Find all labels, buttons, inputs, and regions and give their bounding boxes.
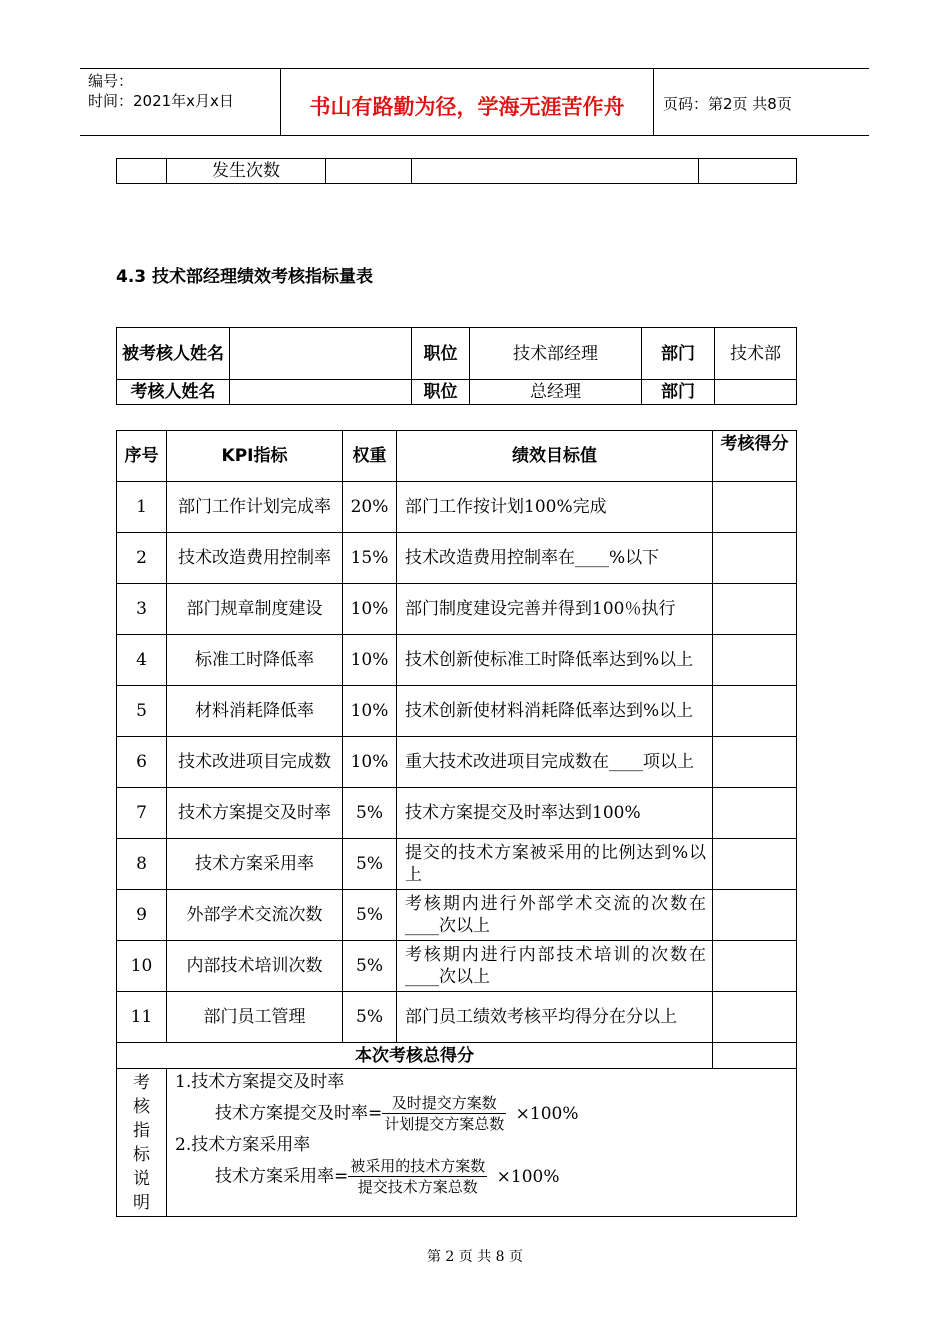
- assessor-dept-value: [715, 380, 797, 405]
- kpi-score: [713, 533, 797, 584]
- header-divider-right: [653, 69, 654, 135]
- kpi-row: [117, 584, 797, 635]
- assessee-position-value: 技术部经理: [470, 328, 642, 380]
- assessor-position-value: 总经理: [470, 380, 642, 405]
- kpi-name: 技术改造费用控制率: [167, 533, 343, 584]
- note2-numerator: 被采用的技术方案数: [350, 1157, 486, 1175]
- kpi-seq: 6: [117, 737, 167, 788]
- kpi-name: 材料消耗降低率: [167, 686, 343, 737]
- note2-multiplier: ×100%: [496, 1166, 560, 1187]
- note1-numerator: 及时提交方案数: [382, 1093, 506, 1114]
- notes-label-text: 考核指标说明: [133, 1072, 150, 1213]
- kpi-seq: 1: [117, 482, 167, 533]
- assessor-dept-label: 部门: [642, 380, 715, 405]
- kpi-score: [713, 890, 797, 941]
- assessee-name-value: [230, 328, 412, 380]
- header-code-label: 编号：: [88, 72, 134, 90]
- kpi-seq: 11: [117, 992, 167, 1043]
- header-time-label: 时间：2021年x月x日: [88, 92, 234, 110]
- assessee-name-label: 被考核人姓名: [117, 328, 230, 380]
- fragment-cell-empty: [699, 159, 797, 184]
- kpi-target: 技术改造费用控制率在____%以下: [397, 533, 713, 584]
- kpi-weight: 5%: [343, 890, 397, 941]
- kpi-row: [117, 839, 797, 890]
- kpi-name: 技术方案提交及时率: [167, 788, 343, 839]
- kpi-score: [713, 686, 797, 737]
- kpi-weight: 5%: [343, 992, 397, 1043]
- kpi-row: [117, 992, 797, 1043]
- total-score-value: [713, 1043, 797, 1069]
- kpi-weight: 20%: [343, 482, 397, 533]
- kpi-target: 部门制度建设完善并得到100％执行: [397, 584, 713, 635]
- kpi-weight: 10%: [343, 737, 397, 788]
- kpi-weight: 5%: [343, 941, 397, 992]
- notes-label: [117, 1069, 167, 1217]
- kpi-seq: 8: [117, 839, 167, 890]
- header-kpi: KPI指标: [167, 431, 343, 482]
- header-target: 绩效目标值: [397, 431, 713, 482]
- kpi-weight: 10%: [343, 686, 397, 737]
- page-footer: 第 2 页 共 8 页: [426, 1249, 524, 1265]
- total-score-label: 本次考核总得分: [117, 1043, 713, 1069]
- kpi-row: [117, 482, 797, 533]
- kpi-seq: 7: [117, 788, 167, 839]
- kpi-target: 重大技术改进项目完成数在____项以上: [397, 737, 713, 788]
- header-bottom-rule: [80, 135, 869, 136]
- kpi-target: 提交的技术方案被采用的比例达到%以上: [397, 839, 713, 890]
- kpi-row: [117, 788, 797, 839]
- header-divider-left: [280, 69, 281, 135]
- kpi-row: [117, 890, 797, 941]
- header-top-rule: [80, 68, 869, 69]
- kpi-name: 部门员工管理: [167, 992, 343, 1043]
- note2-fraction: [348, 1156, 487, 1197]
- kpi-target: 技术创新使材料消耗降低率达到%以上: [397, 686, 713, 737]
- kpi-seq: 4: [117, 635, 167, 686]
- kpi-score: [713, 635, 797, 686]
- note1-denominator: 计划提交方案总数: [384, 1115, 505, 1133]
- notes-content: [167, 1069, 797, 1217]
- kpi-target: 部门员工绩效考核平均得分在分以上: [397, 992, 713, 1043]
- kpi-weight: 15%: [343, 533, 397, 584]
- assessee-info-table: [116, 327, 797, 405]
- kpi-name: 标准工时降低率: [167, 635, 343, 686]
- kpi-score: [713, 992, 797, 1043]
- kpi-table: [116, 430, 797, 1217]
- assessor-name-value: [230, 380, 412, 405]
- assessee-position-label: 职位: [412, 328, 470, 380]
- header-meta: [88, 71, 234, 111]
- note2-formula-left: 技术方案采用率=: [215, 1166, 349, 1187]
- section-title: 4.3 技术部经理绩效考核指标量表: [116, 267, 374, 287]
- kpi-seq: 10: [117, 941, 167, 992]
- fragment-cell-empty: [326, 159, 412, 184]
- kpi-seq: 2: [117, 533, 167, 584]
- kpi-target: 技术方案提交及时率达到100%: [397, 788, 713, 839]
- header-seq: 序号: [117, 431, 167, 482]
- kpi-row: [117, 635, 797, 686]
- assessee-dept-value: 技术部: [715, 328, 797, 380]
- kpi-seq: 3: [117, 584, 167, 635]
- note1-multiplier: ×100%: [515, 1103, 579, 1124]
- kpi-score: [713, 788, 797, 839]
- kpi-row: [117, 941, 797, 992]
- header-motto: 书山有路勤为径，学海无涯苦作舟: [309, 95, 625, 119]
- header-weight: 权重: [343, 431, 397, 482]
- assessee-dept-label: 部门: [642, 328, 715, 380]
- note1-formula-left: 技术方案提交及时率=: [215, 1103, 383, 1124]
- kpi-target: 部门工作按计划100%完成: [397, 482, 713, 533]
- kpi-score: [713, 737, 797, 788]
- kpi-target: 技术创新使标准工时降低率达到%以上: [397, 635, 713, 686]
- kpi-row: [117, 737, 797, 788]
- kpi-weight: 5%: [343, 839, 397, 890]
- kpi-score: [713, 482, 797, 533]
- note2-formula: [175, 1156, 788, 1197]
- previous-table-fragment: [116, 158, 797, 184]
- note1-title: 1.技术方案提交及时率: [175, 1072, 345, 1092]
- kpi-rows: [117, 482, 797, 1043]
- kpi-target: 考核期内进行外部学术交流的次数在____次以上: [397, 890, 713, 941]
- kpi-row: [117, 686, 797, 737]
- fragment-cell-empty: [117, 159, 167, 184]
- kpi-name: 外部学术交流次数: [167, 890, 343, 941]
- kpi-name: 部门工作计划完成率: [167, 482, 343, 533]
- header-page-label: 页码：第2页 共8页: [663, 95, 792, 113]
- assessor-position-label: 职位: [412, 380, 470, 405]
- note1-formula: [175, 1093, 788, 1134]
- kpi-row: [117, 533, 797, 584]
- kpi-score: [713, 839, 797, 890]
- note2-title: 2.技术方案采用率: [175, 1135, 311, 1155]
- kpi-score: [713, 584, 797, 635]
- note2-denominator: 提交技术方案总数: [357, 1178, 478, 1196]
- fragment-cell-text: 发生次数: [167, 159, 326, 184]
- fragment-cell-empty: [412, 159, 699, 184]
- kpi-name: 内部技术培训次数: [167, 941, 343, 992]
- kpi-name: 技术方案采用率: [167, 839, 343, 890]
- header-score: 考核得分: [713, 431, 797, 482]
- kpi-name: 部门规章制度建设: [167, 584, 343, 635]
- note1-fraction: [382, 1093, 506, 1134]
- kpi-seq: 5: [117, 686, 167, 737]
- kpi-score: [713, 941, 797, 992]
- kpi-target: 考核期内进行内部技术培训的次数在____次以上: [397, 941, 713, 992]
- kpi-name: 技术改进项目完成数: [167, 737, 343, 788]
- assessor-name-label: 考核人姓名: [117, 380, 230, 405]
- kpi-weight: 5%: [343, 788, 397, 839]
- kpi-seq: 9: [117, 890, 167, 941]
- kpi-weight: 10%: [343, 584, 397, 635]
- kpi-weight: 10%: [343, 635, 397, 686]
